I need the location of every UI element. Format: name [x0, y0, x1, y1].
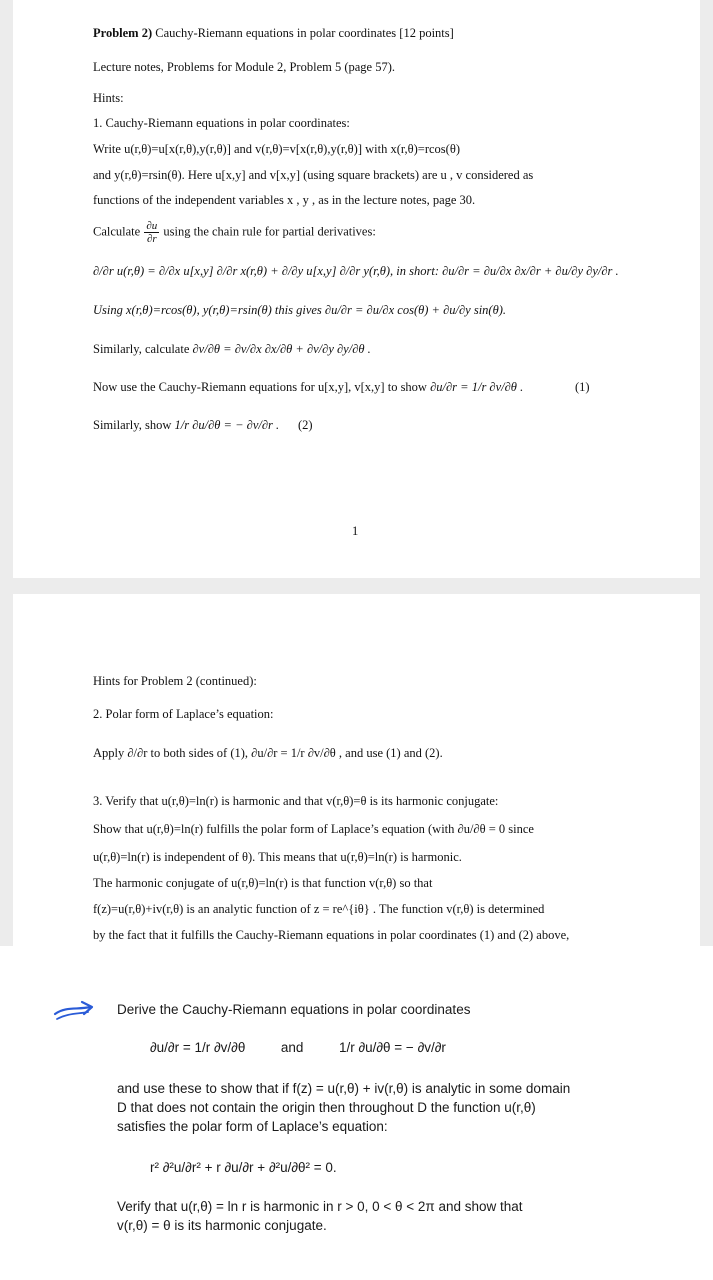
show-harmonic-line: Show that u(r,θ)=ln(r) fulfills the polar form of Laplace’s equation (with ∂u/∂θ = 0 since	[93, 822, 534, 836]
using-line: Using x(r,θ)=rcos(θ), y(r,θ)=rsin(θ) this gives ∂u/∂r = ∂u/∂x cos(θ) + ∂u/∂y sin(θ).	[93, 303, 507, 317]
hints-label: Hints:	[93, 91, 124, 105]
functions-line: functions of the independent variables x , y , as in the lecture notes, page 30.	[93, 193, 476, 207]
independent-line: u(r,θ)=ln(r) is independent of θ). This means that u(r,θ)=ln(r) is harmonic.	[93, 850, 462, 864]
fact-line: by the fact that it fulfills the Cauchy-Riemann equations in polar coordinates (1) and (2) above,	[93, 928, 570, 942]
use-line-1: and use these to show that if f(z) = u(r,θ) + iv(r,θ) is analytic in some domain	[117, 1081, 571, 1096]
apply-line: Apply ∂/∂r to both sides of (1), ∂u/∂r = 1/r ∂v/∂θ , and use (1) and (2).	[93, 746, 443, 760]
conjugate-line: The harmonic conjugate of u(r,θ)=ln(r) is that function v(r,θ) so that	[93, 876, 433, 890]
now-use-line: Now use the Cauchy-Riemann equations for u[x,y], v[x,y] to show ∂u/∂r = 1/r ∂v/∂θ .	[93, 380, 524, 394]
cr-eq-left: ∂u/∂r = 1/r ∂v/∂θ	[150, 1040, 246, 1055]
lecture-reference: Lecture notes, Problems for Module 2, Problem 5 (page 57).	[93, 60, 396, 74]
problem-title: Problem 2) Cauchy-Riemann equations in polar coordinates [12 points]	[93, 26, 454, 40]
cr-equations	[150, 1040, 446, 1055]
derive-heading: Derive the Cauchy-Riemann equations in polar coordinates	[117, 1002, 471, 1017]
and-line: and y(r,θ)=rsin(θ). Here u[x,y] and v[x,y] (using square brackets) are u , v considered as	[93, 168, 534, 182]
chain-rule-equation: ∂/∂r u(r,θ) = ∂/∂x u[x,y] ∂/∂r x(r,θ) + ∂/∂y u[x,y] ∂/∂r y(r,θ), in short: ∂u/∂r = ∂u/∂x ∂x/∂r + ∂u/∂y ∂y/∂r .	[93, 264, 619, 278]
write-line: Write u(r,θ)=u[x(r,θ),y(r,θ)] and v(r,θ)=v[x(r,θ),y(r,θ)] with x(r,θ)=rcos(θ)	[93, 142, 460, 156]
laplace-equation: r² ∂²u/∂r² + r ∂u/∂r + ∂²u/∂θ² = 0.	[150, 1160, 337, 1175]
analytic-line: f(z)=u(r,θ)+iv(r,θ) is an analytic function of z = re^{iθ} . The function v(r,θ) is determined	[93, 902, 545, 916]
document-page-1	[13, 0, 700, 578]
use-line-3: satisfies the polar form of Laplace’s equation:	[117, 1119, 388, 1134]
similarly-show-line: Similarly, show 1/r ∂u/∂θ = − ∂v/∂r .	[93, 418, 280, 432]
hand-drawn-arrow-icon	[52, 1000, 98, 1022]
page-number: 1	[352, 524, 359, 538]
hint-3-heading: 3. Verify that u(r,θ)=ln(r) is harmonic and that v(r,θ)=θ is its harmonic conjugate:	[93, 794, 499, 808]
equation-number-1: (1)	[575, 380, 590, 394]
calculate-line: Calculate $\frac{\partial u}{\partial r}$ using the chain rule for partial derivatives:	[93, 220, 376, 245]
use-line-2: D that does not contain the origin then throughout D the function u(r,θ)	[117, 1100, 536, 1115]
hint-2-heading: 2. Polar form of Laplace’s equation:	[93, 707, 274, 721]
verify-line-1: Verify that u(r,θ) = ln r is harmonic in r > 0, 0 < θ < 2π and show that	[117, 1199, 523, 1214]
hint-1-heading: 1. Cauchy-Riemann equations in polar coordinates:	[93, 116, 350, 130]
cr-eq-right: 1/r ∂u/∂θ = − ∂v/∂r	[338, 1040, 446, 1055]
hints-continued: Hints for Problem 2 (continued):	[93, 674, 257, 688]
verify-line-2: v(r,θ) = θ is its harmonic conjugate.	[117, 1218, 327, 1233]
equation-number-2: (2)	[298, 418, 313, 432]
document-page-2	[13, 594, 700, 946]
similarly-calculate-line: Similarly, calculate ∂v/∂θ = ∂v/∂x ∂x/∂θ + ∂v/∂y ∂y/∂θ .	[93, 342, 371, 356]
cr-and: and	[280, 1040, 304, 1055]
